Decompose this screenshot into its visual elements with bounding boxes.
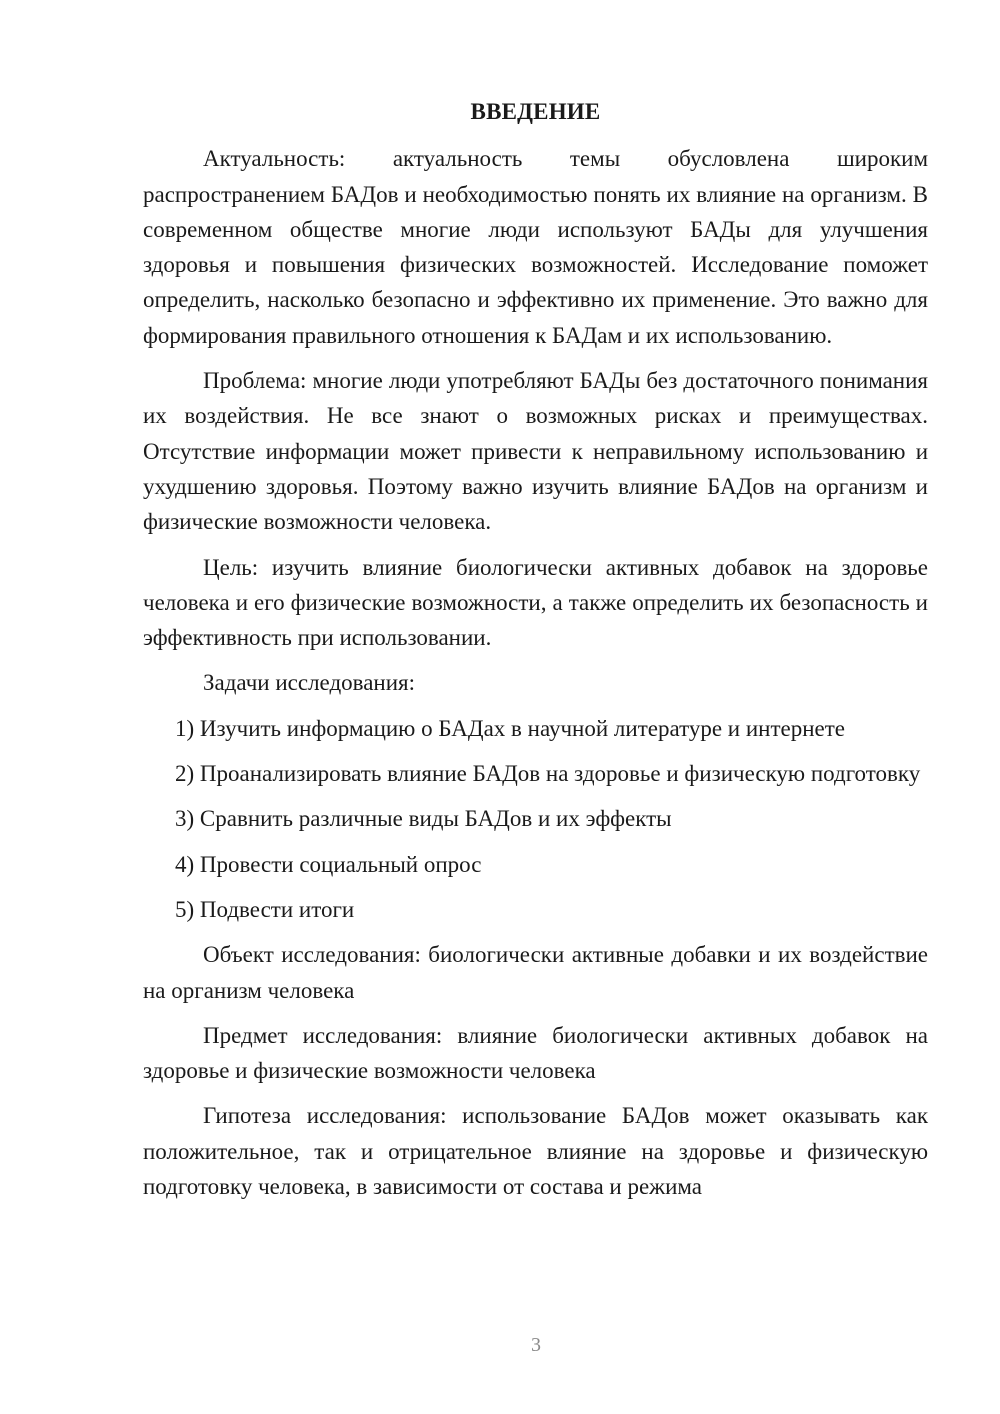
task-item: 1) Изучить информацию о БАДах в научной литературе и интернете [175,715,845,741]
task-item: 3) Сравнить различные виды БАДов и их эффекты [175,806,672,832]
relevance-paragraph: Актуальность: актуальность темы обусловлена широким распространением БАДов и необходимостью понять их влияние на организм. В современном обществе многие люди используют БАДы для улучшения здоровья и повышения физических возможностей. Исследование поможет определить, насколько безопасно и эффективно их применение. Это важно для формирования правильного отношения к БАДам и их использованию. [143,146,928,348]
object-paragraph: Объект исследования: биологически активные добавки и их воздействие на организм человека [143,942,928,1003]
task-item: 4) Провести социальный опрос [175,851,482,877]
problem-paragraph: Проблема: многие люди употребляют БАДы без достаточного понимания их воздействия. Не все знают о возможных рисках и преимуществах. Отсутствие информации может привести к неправильному использованию и ухудшению здоровья. Поэтому важно изучить влияние БАДов на организм и физические возможности человека. [143,368,928,535]
section-title: ВВЕДЕНИЕ [470,99,601,124]
hypothesis-paragraph: Гипотеза исследования: использование БАДов может оказывать как положительное, так и отрицательное влияние на здоровье и физическую подготовку человека, в зависимости от состава и режима [143,1103,928,1200]
document-body [143,94,928,1214]
tasks-heading: Задачи исследования: [203,670,416,696]
task-item: 2) Проанализировать влияние БАДов на здоровье и физическую подготовку [175,761,921,787]
subject-paragraph: Предмет исследования: влияние биологически активных добавок на здоровье и физические возможности человека [143,1022,928,1084]
goal-paragraph: Цель: изучить влияние биологически активных добавок на здоровье человека и его физические возможности, а также определить их безопасность и эффективность при использовании. [143,554,928,651]
page-number: 3 [531,1334,541,1356]
task-item: 5) Подвести итоги [175,896,355,922]
